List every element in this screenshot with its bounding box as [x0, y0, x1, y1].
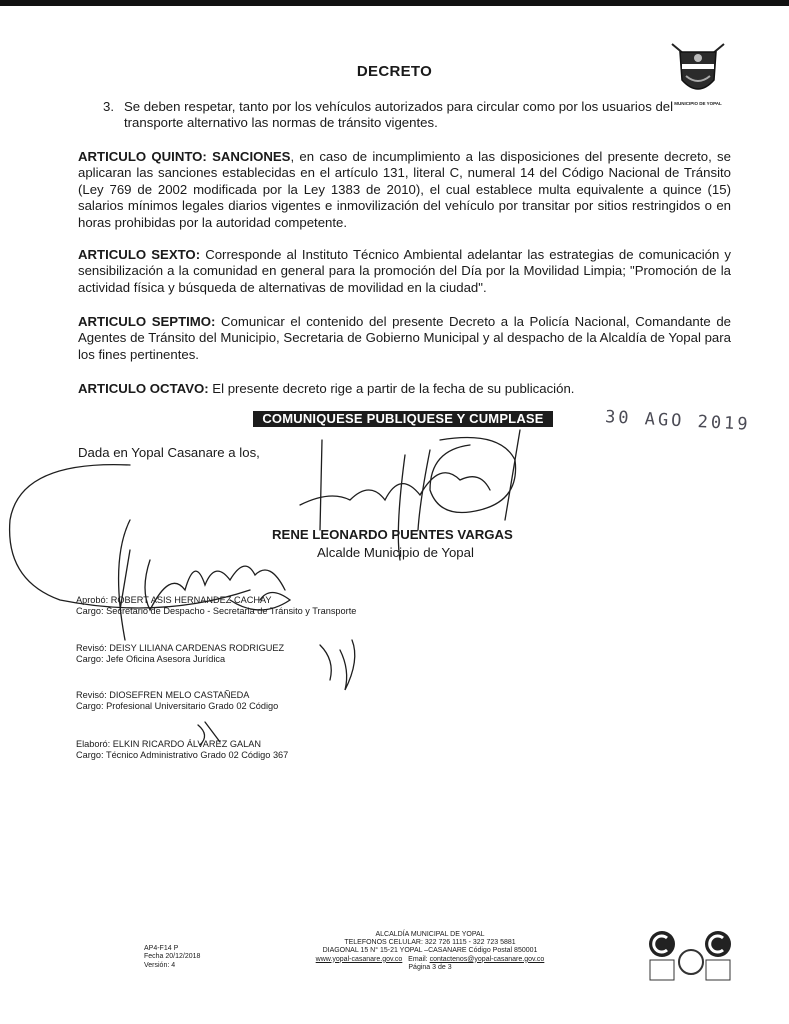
article-septimo [78, 314, 731, 363]
approval-block [76, 595, 356, 617]
approval-cargo: Cargo: Secretario de Despacho - Secretaria de Tránsito y Transporte [76, 606, 357, 616]
footer-links [270, 956, 590, 964]
footer-org: ALCALDÍA MUNICIPAL DE YOPAL [375, 931, 485, 938]
elaborated-cargo: Cargo: Técnico Administrativo Grado 02 Código 367 [76, 750, 289, 760]
article-octavo [78, 381, 731, 397]
review-line: Revisó: DIOSEFREN MELO CASTAÑEDA [76, 690, 250, 700]
list-number: 3. [103, 99, 114, 114]
footer-code: AP4-F14 P [144, 945, 179, 952]
top-border [0, 0, 789, 6]
elaborated-block [76, 739, 288, 761]
article-heading: ARTICULO OCTAVO: [78, 381, 209, 396]
article-body: El presente decreto rige a partir de la fecha de su publicación. [208, 381, 575, 396]
icontec-icon-2 [705, 931, 731, 980]
logo-caption: MUNICIPIO DE YOPAL [674, 101, 722, 106]
review-block-2 [76, 690, 278, 712]
article-body: , en caso de incumplimiento a las disposiciones del presente decreto, se aplicaran las sanciones establecidas en el artículo 131, literal C, numeral 14 del Código Nacional de Tránsito (Ley 769 de 2002 modificada por la Ley 1383 de 2010), el cual establece multa equivalente a quince (15) salarios mínimos legales diarios vigentes e inmovilización del vehículo por transitar por sitios restringidos o en horas prohibidas por la autoridad competente. [78, 149, 731, 230]
review-cargo: Cargo: Profesional Universitario Grado 02 Código [76, 701, 279, 711]
icontec-icon [649, 931, 675, 980]
publication-banner: COMUNIQUESE PUBLIQUESE Y CUMPLASE [253, 411, 553, 427]
elaborated-line: Elaboró: ELKIN RICARDO ÁLVAREZ GALAN [76, 739, 261, 749]
signer-name: RENE LEONARDO PUENTES VARGAS [272, 527, 513, 542]
article-body: Corresponde al Instituto Técnico Ambiental adelantar las estrategias de comunicación y sensibilización a la comunidad en general para la promoción del Día por la Movilidad Limpia; "Promoción de la actividad física y búsqueda de alternativas de movilidad en la ciudad". [78, 247, 731, 295]
signer-role: Alcalde Municipio de Yopal [317, 545, 474, 560]
certification-icons [646, 928, 736, 988]
article-sexto [78, 247, 731, 296]
footer-version: Versión: 4 [144, 961, 176, 969]
review-line: Revisó: DEISY LILIANA CARDENAS RODRIGUEZ [76, 643, 285, 653]
place-text: Dada en Yopal Casanare a los, [78, 445, 260, 460]
article-heading: ARTICULO SEXTO: [78, 247, 201, 262]
approval-line: Aprobó: ROBERT ASIS HERNANDEZ CACHAY [76, 595, 272, 605]
article-heading: ARTICULO QUINTO: SANCIONES [78, 149, 291, 164]
website-link[interactable]: www.yopal-casanare.gov.co [315, 955, 403, 963]
article-quinto [78, 149, 731, 231]
date-stamp: 30 AGO 2019 [604, 407, 752, 435]
email-link[interactable]: contactenos@yopal-casanare.gov.co [429, 955, 545, 963]
iqnet-icon [679, 950, 703, 974]
yopal-shield-logo [668, 40, 728, 102]
page-number: Página 3 de 3 [408, 963, 452, 971]
document-title: DECRETO [356, 63, 433, 80]
footer-phones: TELEFONOS CELULAR: 322 726 1115 - 322 723 5881 [344, 939, 516, 947]
review-cargo: Cargo: Jefe Oficina Asesora Jurídica [76, 654, 226, 664]
article-heading: ARTICULO SEPTIMO: [78, 314, 216, 329]
footer-date: Fecha 20/12/2018 [144, 953, 201, 961]
footer-contact [270, 931, 590, 972]
article-body: Comunicar el contenido del presente Decreto a la Policía Nacional, Comandante de Agentes de Tránsito del Municipio, Secretaria de Gobierno Municipal y al despacho de la Alcaldía de Yopal para los fines pertinentes. [78, 314, 731, 362]
list-text: Se deben respetar, tanto por los vehículos autorizados para circular como por los usuarios del transporte alternativo las normas de tránsito vigentes. [124, 99, 674, 131]
email-label: Email: [408, 955, 428, 963]
review-block-1 [76, 643, 284, 665]
footer-address: DIAGONAL 15 N° 15-21 YOPAL –CASANARE Código Postal 850001 [322, 947, 538, 955]
footer-doc-meta [144, 945, 200, 970]
